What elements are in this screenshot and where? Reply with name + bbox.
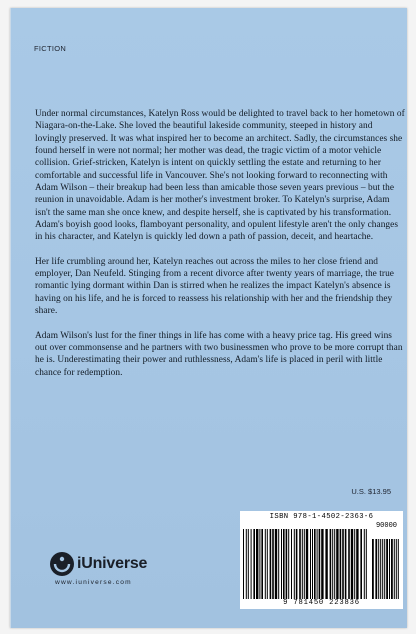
publisher-name: iUniverse <box>77 555 148 572</box>
isbn-barcode <box>240 511 403 609</box>
blurb-paragraph-2: Her life crumbling around her, Katelyn reaches out across the miles to her close friend and employer, Dan Neufeld. Stinging from a recent divorce after twenty years of marriage, the true romantic lying dormant within Dan is stirred when he realizes the impact Katelyn's absence is having on his life, and he is forced to reassess his relationship with her and the friendship they share. <box>35 256 394 317</box>
barcode-addon: 90000 <box>375 522 397 530</box>
barcode-digits: 9 781450 223836 <box>283 599 360 607</box>
publisher-url: www.iuniverse.com <box>55 579 132 586</box>
blurb-paragraph-3: Adam Wilson's lust for the finer things in life has come with a heavy price tag. His greed wins out over commonsense and he partners with two businessmen who prove to be more corrupt than he is. Underestimating their power and ruthlessness, Adam's life is placed in peril with little chance for redemption. <box>35 330 403 378</box>
iuniverse-logo-icon <box>49 551 75 577</box>
genre-label: FICTION <box>34 44 67 53</box>
isbn-number: ISBN 978-1-4502-2363-6 <box>269 513 374 521</box>
blurb-paragraph-1: Under normal circumstances, Katelyn Ross would be delighted to travel back to her hometown of Niagara-on-the-Lake. She loved the beautiful lakeside community, steeped in history and lovingly preserved. It was what inspired her to become an architect. Sadly, the circumstances she found herself in were not normal; her mother was dead, the tragic victim of a motor vehicle collision. Grief-stricken, Katelyn is intent on quickly settling the estate and returning to her comfortable and successful life in Vancouver. She's not looking forward to reconnecting with Adam Wilson – their breakup had been less than amicable those seven years previous – but the reunion in unavoidable. Adam is her mother's investment broker. To Katelyn's surprise, Adam isn't the same man she once knew, and despite herself, she is captivated by his transformation. Adam's boyish good looks, flamboyant personality, and opulent lifestyle aren't the only changes in his character, and Katelyn is quickly led down a path of passion, deceit, and heartache. <box>35 109 405 243</box>
book-back-cover <box>10 8 407 628</box>
barcode-bars-graphic <box>242 529 402 601</box>
blurb-text <box>35 108 405 391</box>
price-label: U.S. $13.95 <box>351 487 391 496</box>
publisher-logo <box>49 551 169 591</box>
